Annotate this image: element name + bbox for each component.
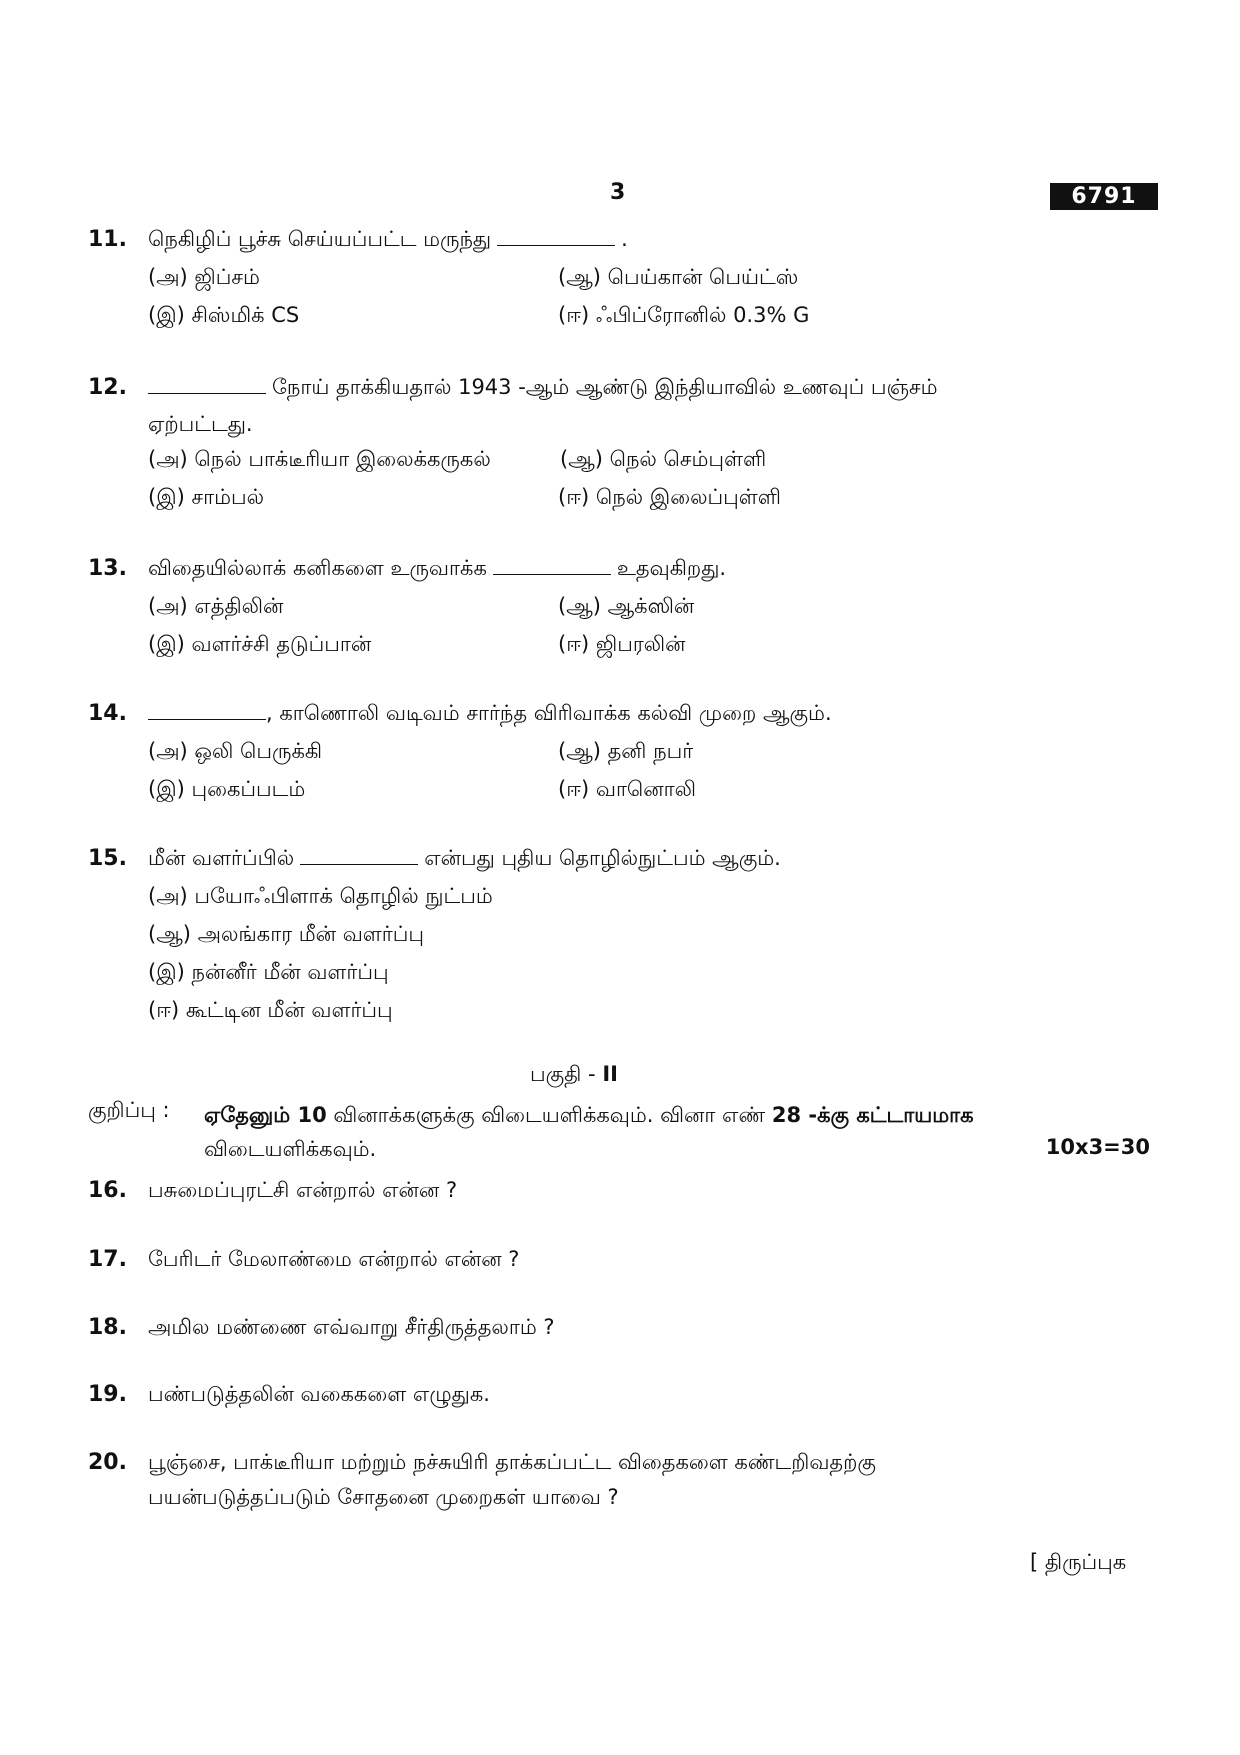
option-i: (இ) வளர்ச்சி தடுப்பான் — [148, 632, 372, 656]
marks-allocation: 10x3=30 — [1045, 1135, 1150, 1159]
option-ii: (ஈ) ஜிபரலின் — [558, 632, 686, 656]
question-text-line2: ஏற்பட்டது. — [148, 412, 253, 436]
section-title: பகுதி - II — [530, 1062, 618, 1086]
question-15 — [88, 846, 1148, 1022]
turn-over-note: [ திருப்புக — [1030, 1550, 1127, 1574]
option-i: (இ) நன்னீர் மீன் வளர்ப்பு — [148, 960, 389, 984]
option-ii: (ஈ) ஃபிப்ரோனில் 0.3% G — [558, 303, 810, 327]
question-number: 16. — [88, 1178, 127, 1203]
question-16 — [88, 1178, 1148, 1215]
option-aa: (ஆ) நெல் செம்புள்ளி — [560, 447, 767, 471]
question-number: 13. — [88, 556, 127, 581]
question-text: பண்படுத்தலின் வகைகளை எழுதுக. — [148, 1382, 490, 1406]
question-number: 14. — [88, 701, 127, 726]
question-14 — [88, 701, 1148, 801]
option-a: (அ) ஒலி பெருக்கி — [148, 739, 323, 763]
option-aa: (ஆ) தனி நபர் — [558, 739, 694, 763]
question-text: விதையில்லாக் கனிகளை உருவாக்க உதவுகிறது. — [148, 556, 727, 580]
answer-blank — [493, 556, 611, 575]
question-text-line2: பயன்படுத்தப்படும் சோதனை முறைகள் யாவை ? — [148, 1485, 619, 1509]
option-i: (இ) சாம்பல் — [148, 485, 265, 509]
question-text: நெகிழிப் பூச்சு செய்யப்பட்ட மருந்து . — [148, 227, 628, 251]
option-i: (இ) சிஸ்மிக் CS — [148, 303, 300, 327]
option-a: (அ) ஜிப்சம் — [148, 265, 260, 289]
question-number: 17. — [88, 1247, 127, 1272]
question-number: 15. — [88, 846, 127, 871]
option-a: (அ) எத்திலின் — [148, 594, 284, 618]
note-body: ஏதேனும் 10 வினாக்களுக்கு விடையளிக்கவும். வினா எண் 28 -க்கு கட்டாயமாக விடையளிக்கவும். 10x3=30 — [204, 1098, 1150, 1166]
question-17 — [88, 1247, 1148, 1284]
question-text: , காணொலி வடிவம் சார்ந்த விரிவாக்க கல்வி முறை ஆகும். — [148, 701, 1148, 728]
answer-blank — [148, 375, 266, 394]
question-text: பேரிடர் மேலாண்மை என்றால் என்ன ? — [148, 1247, 520, 1271]
option-a: (அ) நெல் பாக்டீரியா இலைக்கருகல் — [148, 447, 491, 471]
answer-blank — [497, 227, 615, 246]
option-aa: (ஆ) ஆக்ஸின் — [558, 594, 695, 618]
option-ii: (ஈ) நெல் இலைப்புள்ளி — [558, 485, 781, 509]
question-18 — [88, 1315, 1148, 1352]
note-label: குறிப்பு : — [88, 1098, 170, 1122]
option-a: (அ) பயோஃபிளாக் தொழில் நுட்பம் — [148, 884, 493, 908]
question-11 — [88, 227, 1148, 327]
question-number: 12. — [88, 375, 127, 400]
question-12 — [88, 375, 1148, 509]
answer-blank — [300, 846, 418, 865]
question-text: பூஞ்சை, பாக்டீரியா மற்றும் நச்சுயிரி தாக்கப்பட்ட விதைகளை கண்டறிவதற்கு — [148, 1450, 876, 1474]
question-text: அமில மண்ணை எவ்வாறு சீர்திருத்தலாம் ? — [148, 1315, 555, 1339]
question-19 — [88, 1382, 1148, 1419]
question-20 — [88, 1450, 1148, 1509]
option-ii: (ஈ) கூட்டின மீன் வளர்ப்பு — [148, 998, 393, 1022]
question-text: நோய் தாக்கியதால் 1943 -ஆம் ஆண்டு இந்தியாவில் உணவுப் பஞ்சம் — [148, 375, 1148, 402]
question-text: மீன் வளர்ப்பில் என்பது புதிய தொழில்நுட்பம் ஆகும். — [148, 846, 781, 870]
option-aa: (ஆ) பெய்கான் பெய்ட்ஸ் — [558, 265, 799, 289]
question-number: 19. — [88, 1382, 127, 1407]
question-number: 11. — [88, 227, 127, 252]
question-13 — [88, 556, 1148, 656]
option-aa: (ஆ) அலங்கார மீன் வளர்ப்பு — [148, 922, 424, 946]
question-number: 20. — [88, 1450, 127, 1475]
option-i: (இ) புகைப்படம் — [148, 777, 306, 801]
question-text: பசுமைப்புரட்சி என்றால் என்ன ? — [148, 1178, 458, 1202]
answer-blank — [148, 701, 266, 720]
paper-code-badge: 6791 — [1050, 183, 1158, 210]
question-number: 18. — [88, 1315, 127, 1340]
option-ii: (ஈ) வானொலி — [558, 777, 697, 801]
page-number: 3 — [610, 180, 626, 205]
